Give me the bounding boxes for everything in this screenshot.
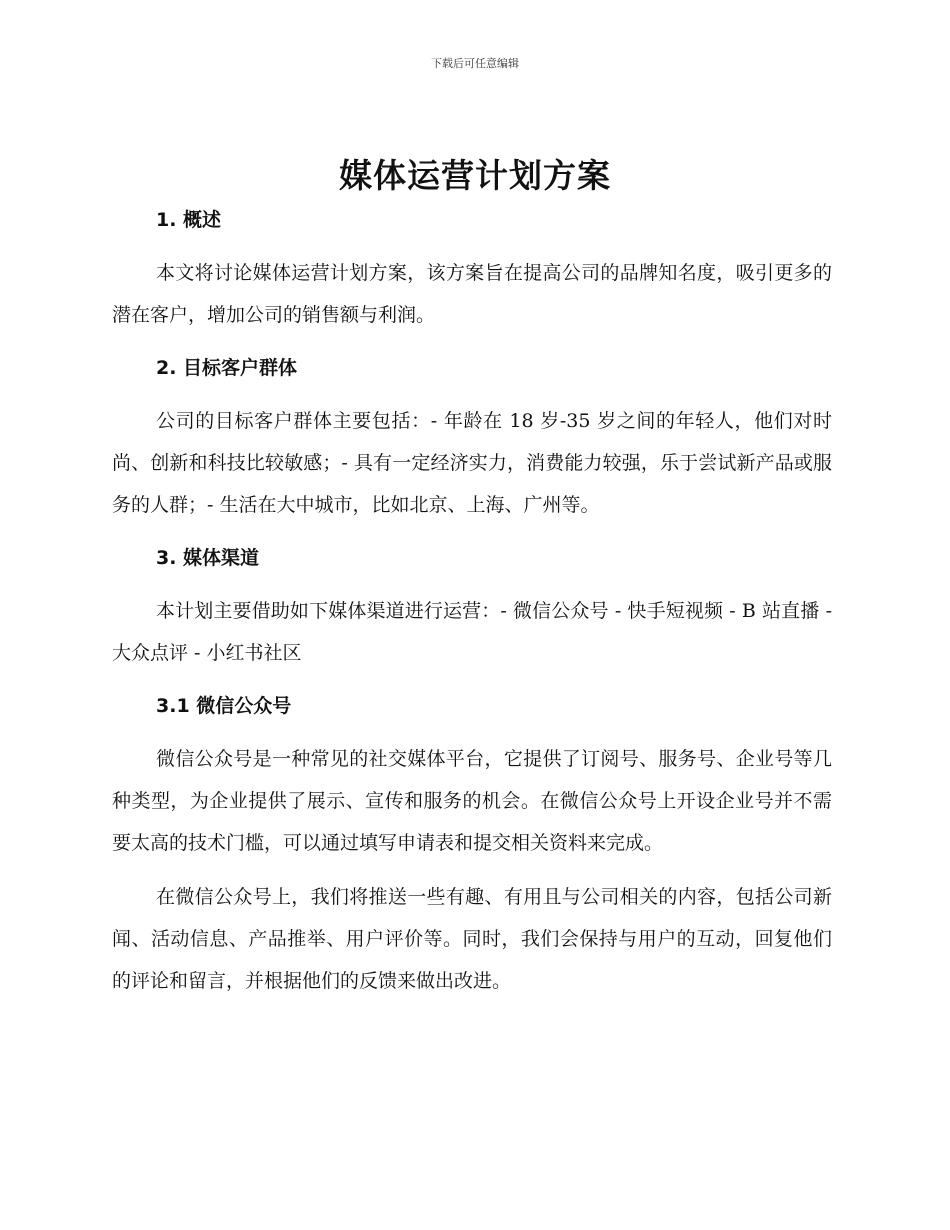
section-heading: 3. 媒体渠道 — [156, 547, 260, 569]
section-heading: 1. 概述 — [156, 209, 222, 231]
section-media-channels — [112, 538, 832, 686]
section-wechat-official-account — [112, 686, 832, 1002]
section-paragraph: 在微信公众号上，我们将推送一些有趣、有用且与公司相关的内容，包括公司新闻、活动信息、产品推举、用户评价等。同时，我们会保持与用户的互动，回复他们的评论和留言，并根据他们的反馈来做出改进。 — [112, 886, 832, 992]
document-title: 媒体运营计划方案 — [339, 156, 611, 195]
section-heading: 3.1 微信公众号 — [156, 695, 292, 717]
section-target-customers — [112, 348, 832, 538]
section-heading: 2. 目标客户群体 — [156, 357, 298, 379]
header-note: 下载后可任意编辑 — [431, 57, 519, 70]
section-paragraph: 本文将讨论媒体运营计划方案，该方案旨在提高公司的品牌知名度，吸引更多的潜在客户，增加公司的销售额与利润。 — [112, 262, 832, 326]
section-paragraph: 公司的目标客户群体主要包括：- 年龄在 18 岁-35 岁之间的年轻人，他们对时尚、创新和科技比较敏感；- 具有一定经济实力，消费能力较强，乐于尝试新产品或服务的人群；- 生活在大中城市，比如北京、上海、广州等。 — [112, 410, 832, 516]
section-paragraph: 本计划主要借助如下媒体渠道进行运营：- 微信公众号 - 快手短视频 - B 站直播 - 大众点评 - 小红书社区 — [112, 600, 832, 664]
document-body — [112, 200, 832, 1002]
section-paragraph: 微信公众号是一种常见的社交媒体平台，它提供了订阅号、服务号、企业号等几种类型，为企业提供了展示、宣传和服务的机会。在微信公众号上开设企业号并不需要太高的技术门槛，可以通过填写申请表和提交相关资料来完成。 — [112, 748, 832, 854]
section-overview — [112, 200, 832, 348]
